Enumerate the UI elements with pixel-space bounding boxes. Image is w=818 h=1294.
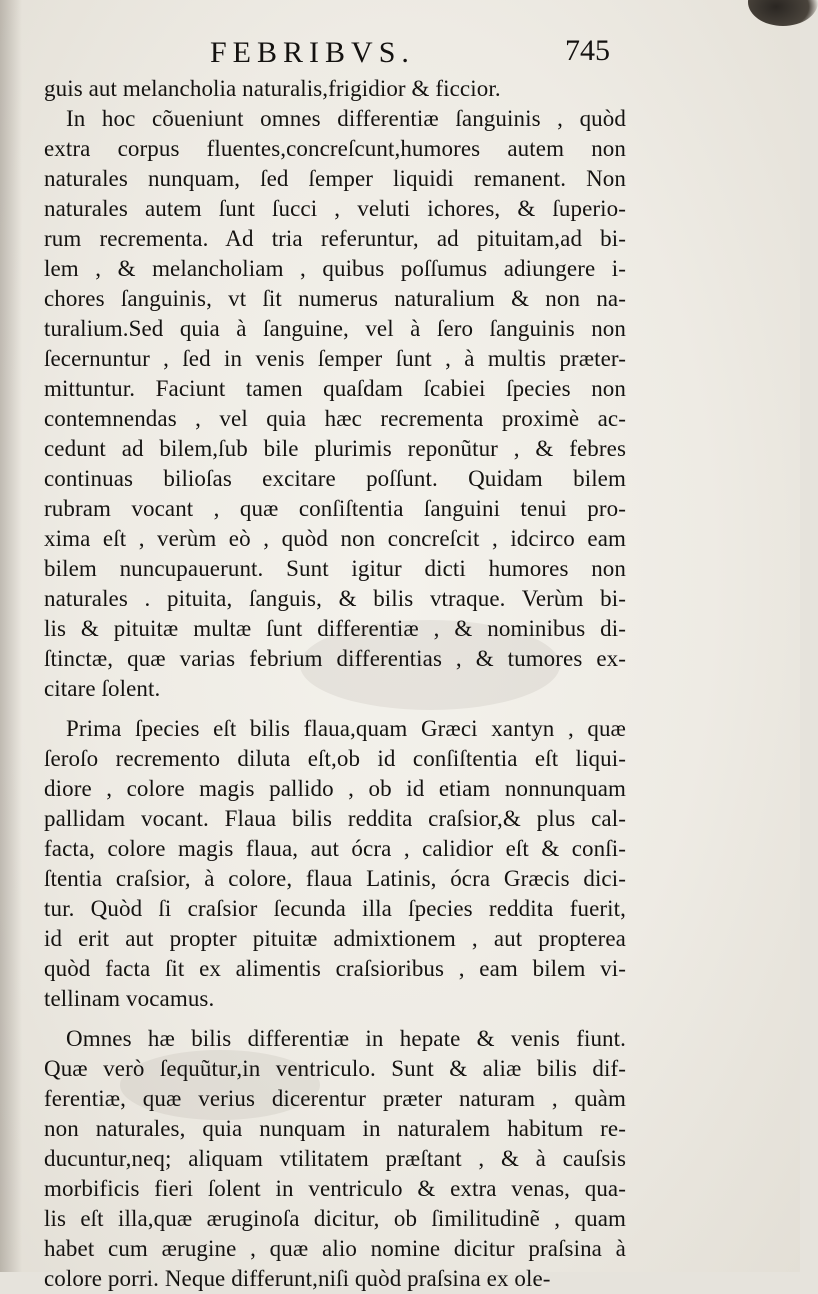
text-line: Quæ verò ſequũtur,in ventriculo. Sunt & aliæ bilis dif- [44, 1056, 626, 1081]
text-line: Prima ſpecies eſt bilis flaua,quam Græci xantyn , quæ [66, 716, 626, 741]
text-line: xima eſt , verùm eò , quòd non concreſcit , idcirco eam [44, 526, 626, 551]
text-line: id erit aut propter pituitæ admixtionem , aut propterea [44, 926, 626, 951]
text-line: lis eſt illa,quæ æruginoſa dicitur, ob ſimilitudinẽ , quam [44, 1206, 626, 1231]
paragraph [44, 74, 626, 104]
text-line: lis & pituitæ multæ ſunt differentiæ , & nominibus di- [44, 616, 626, 641]
text-line: citare ſolent. [44, 676, 161, 701]
text-line: guis aut melancholia naturalis,frigidior & ficcior. [44, 76, 501, 101]
text-line: extra corpus fluentes,concreſcunt,humores autem non [44, 136, 626, 161]
paragraph-gap [44, 1014, 626, 1024]
page-number: 745 [565, 34, 610, 67]
text-line: quòd facta ſit ex alimentis craſsioribus , eam bilem vi- [44, 956, 626, 981]
text-line: non naturales, quia nunquam in naturalem habitum re- [44, 1116, 626, 1141]
text-line: ſtinctæ, quæ varias febrium differentias , & tumores ex- [44, 646, 626, 671]
text-line: contemnendas , vel quia hæc recrementa proximè ac- [44, 406, 626, 431]
paragraph [44, 104, 626, 704]
text-line: ſtentia craſsior, à colore, flaua Latinis, ócra Græcis dici- [44, 866, 626, 891]
text-line: tellinam vocamus. [44, 986, 215, 1011]
text-line: continuas bilioſas excitare poſſunt. Quidam bilem [44, 466, 626, 491]
text-line: turalium.Sed quia à ſanguine, vel à ſero ſanguinis non [44, 316, 626, 341]
ink-blot [748, 0, 818, 26]
text-line: ſecernuntur , ſed in venis ſemper ſunt , à multis præter- [44, 346, 626, 371]
text-line: ferentiæ, quæ verius dicerentur præter naturam , quàm [44, 1086, 626, 1111]
text-line: naturales . pituita, ſanguis, & bilis vtraque. Verùm bi- [44, 586, 626, 611]
page-header [40, 30, 760, 74]
text-line: chores ſanguinis, vt ſit numerus naturalium & non na- [44, 286, 626, 311]
text-line: pallidam vocant. Flaua bilis reddita craſsior,& plus cal- [44, 806, 626, 831]
text-line: rubram vocant , quæ conſiſtentia ſanguini tenui pro- [44, 496, 626, 521]
text-line: lem , & melancholiam , quibus poſſumus adiungere i- [44, 256, 626, 281]
text-line: bilem nuncupauerunt. Sunt igitur dicti humores non [44, 556, 626, 581]
text-line: mittuntur. Faciunt tamen quaſdam ſcabiei ſpecies non [44, 376, 626, 401]
paragraph [44, 714, 626, 1014]
paragraph [44, 1024, 626, 1294]
text-line: ducuntur,neq; aliquam vtilitatem præſtant , & à cauſsis [44, 1146, 626, 1171]
body-text [44, 74, 626, 1294]
text-line: habet cum ærugine , quæ alio nomine dicitur praſsina à [44, 1236, 626, 1261]
text-line: facta, colore magis flaua, aut ócra , calidior eſt & conſi- [44, 836, 626, 861]
text-line: diore , colore magis pallido , ob id etiam nonnunquam [44, 776, 626, 801]
binding-shadow [0, 0, 22, 1272]
text-line: tur. Quòd ſi craſsior ſecunda illa ſpecies reddita fuerit, [44, 896, 626, 921]
text-line: colore porri. Neque differunt,niſi quòd praſsina ex ole- [44, 1266, 551, 1291]
text-line: naturales autem ſunt ſucci , veluti ichores, & ſuperio- [44, 196, 626, 221]
text-line: Omnes hæ bilis differentiæ in hepate & venis fiunt. [66, 1026, 626, 1051]
text-line: In hoc cõueniunt omnes differentiæ ſanguinis , quòd [66, 106, 626, 131]
paragraph-gap [44, 704, 626, 714]
text-line: cedunt ad bilem,ſub bile plurimis reponũtur , & febres [44, 436, 626, 461]
text-line: morbificis fieri ſolent in ventriculo & extra venas, qua- [44, 1176, 626, 1201]
text-line: ſeroſo recremento diluta eſt,ob id conſiſtentia eſt liqui- [44, 746, 626, 771]
running-title: FEBRIBVS. [210, 36, 415, 69]
text-line: rum recrementa. Ad tria referuntur, ad pituitam,ad bi- [44, 226, 626, 251]
text-line: naturales nunquam, ſed ſemper liquidi remanent. Non [44, 166, 626, 191]
